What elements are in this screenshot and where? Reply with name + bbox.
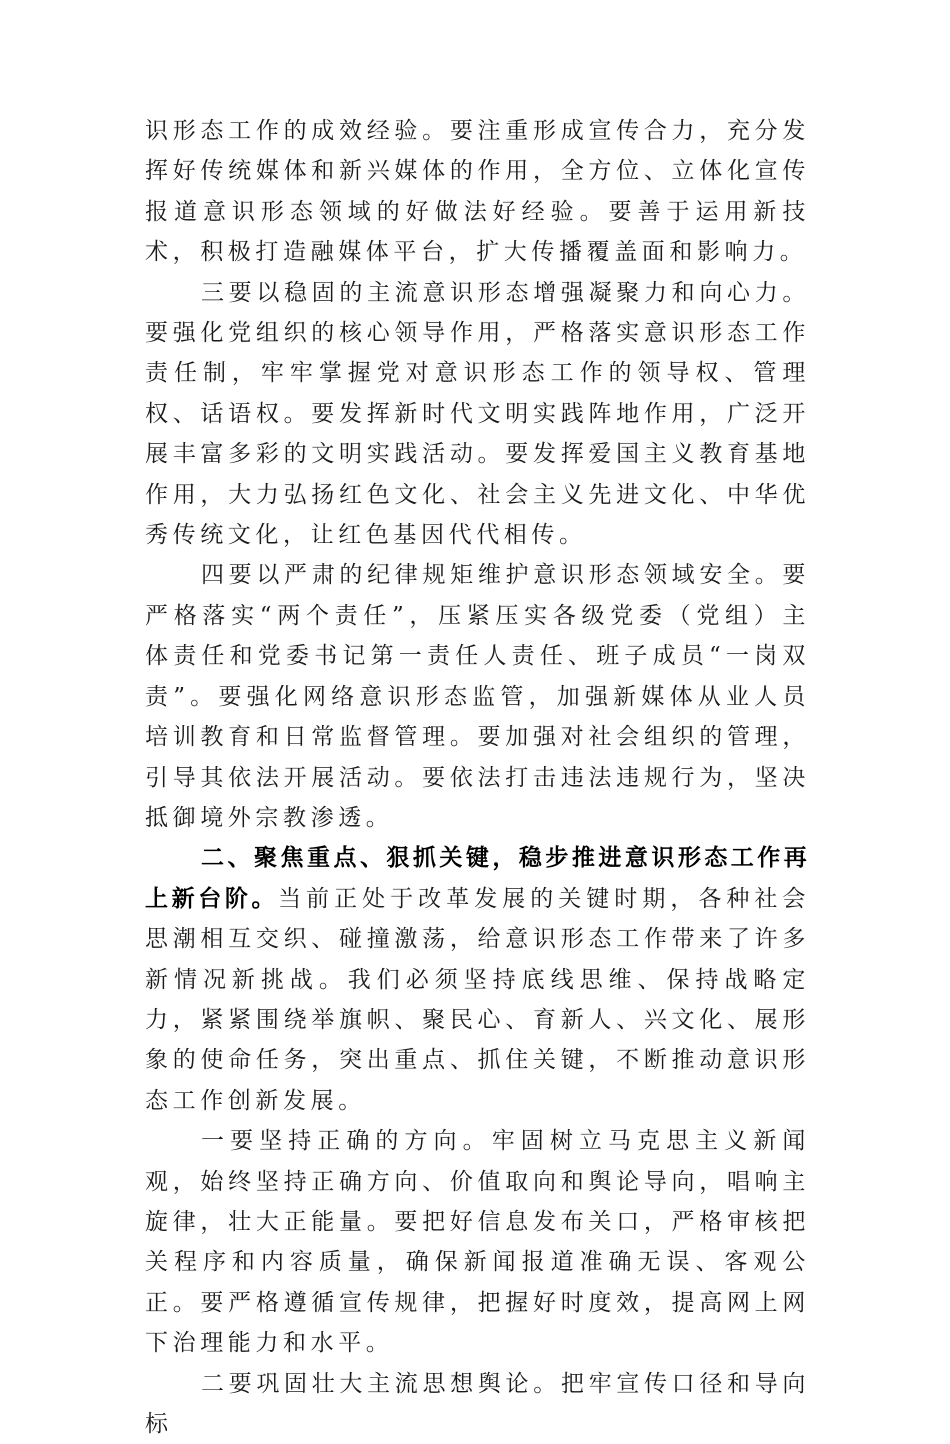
paragraph-continuation: 识形态工作的成效经验。要注重形成宣传合力，充分发挥好传统媒体和新兴媒体的作用，全方位、立体化宣传报道意识形态领域的好做法好经验。要善于运用新技术，积极打造融媒体平台，扩大传播覆盖面和影响力。 (145, 118, 810, 266)
section-heading: 二、聚焦重点、狠抓关键，稳步推进意识形态工作再上新台阶。 (145, 845, 810, 912)
paragraph-section-two (145, 838, 810, 1121)
paragraph-point-two: 二要巩固壮大主流思想舆论。把牢宣传口径和导向标 (145, 1370, 810, 1437)
paragraph-point-four: 四要以严肃的纪律规矩维护意识形态领域安全。要严格落实“两个责任”，压紧压实各级党委（党组）主体责任和党委书记第一责任人责任、班子成员“一岗双责”。要强化网络意识形态监管，加强新媒体从业人员培训教育和日常监督管理。要加强对社会组织的管理，引导其依法开展活动。要依法打击违法违规行为，坚决抵御境外宗教渗透。 (145, 562, 810, 831)
document-body (145, 111, 810, 1444)
paragraph-point-three: 三要以稳固的主流意识形态增强凝聚力和向心力。要强化党组织的核心领导作用，严格落实意识形态工作责任制，牢牢掌握党对意识形态工作的领导权、管理权、话语权。要发挥新时代文明实践阵地作用，广泛开展丰富多彩的文明实践活动。要发挥爱国主义教育基地作用，大力弘扬红色文化、社会主义先进文化、中华优秀传统文化，让红色基因代代相传。 (145, 279, 810, 549)
section-intro-text: 当前正处于改革发展的关键时期，各种社会思潮相互交织、碰撞激荡，给意识形态工作带来了许多新情况新挑战。我们必须坚持底线思维、保持战略定力，紧紧围绕举旗帜、聚民心、育新人、兴文化、展形象的使命任务，突出重点、抓住关键，不断推动意识形态工作创新发展。 (145, 885, 811, 1114)
paragraph-point-one: 一要坚持正确的方向。牢固树立马克思主义新闻观，始终坚持正确方向、价值取向和舆论导向，唱响主旋律，壮大正能量。要把好信息发布关口，严格审核把关程序和内容质量，确保新闻报道准确无误、客观公正。要严格遵循宣传规律，把握好时度效，提高网上网下治理能力和水平。 (145, 1128, 810, 1357)
